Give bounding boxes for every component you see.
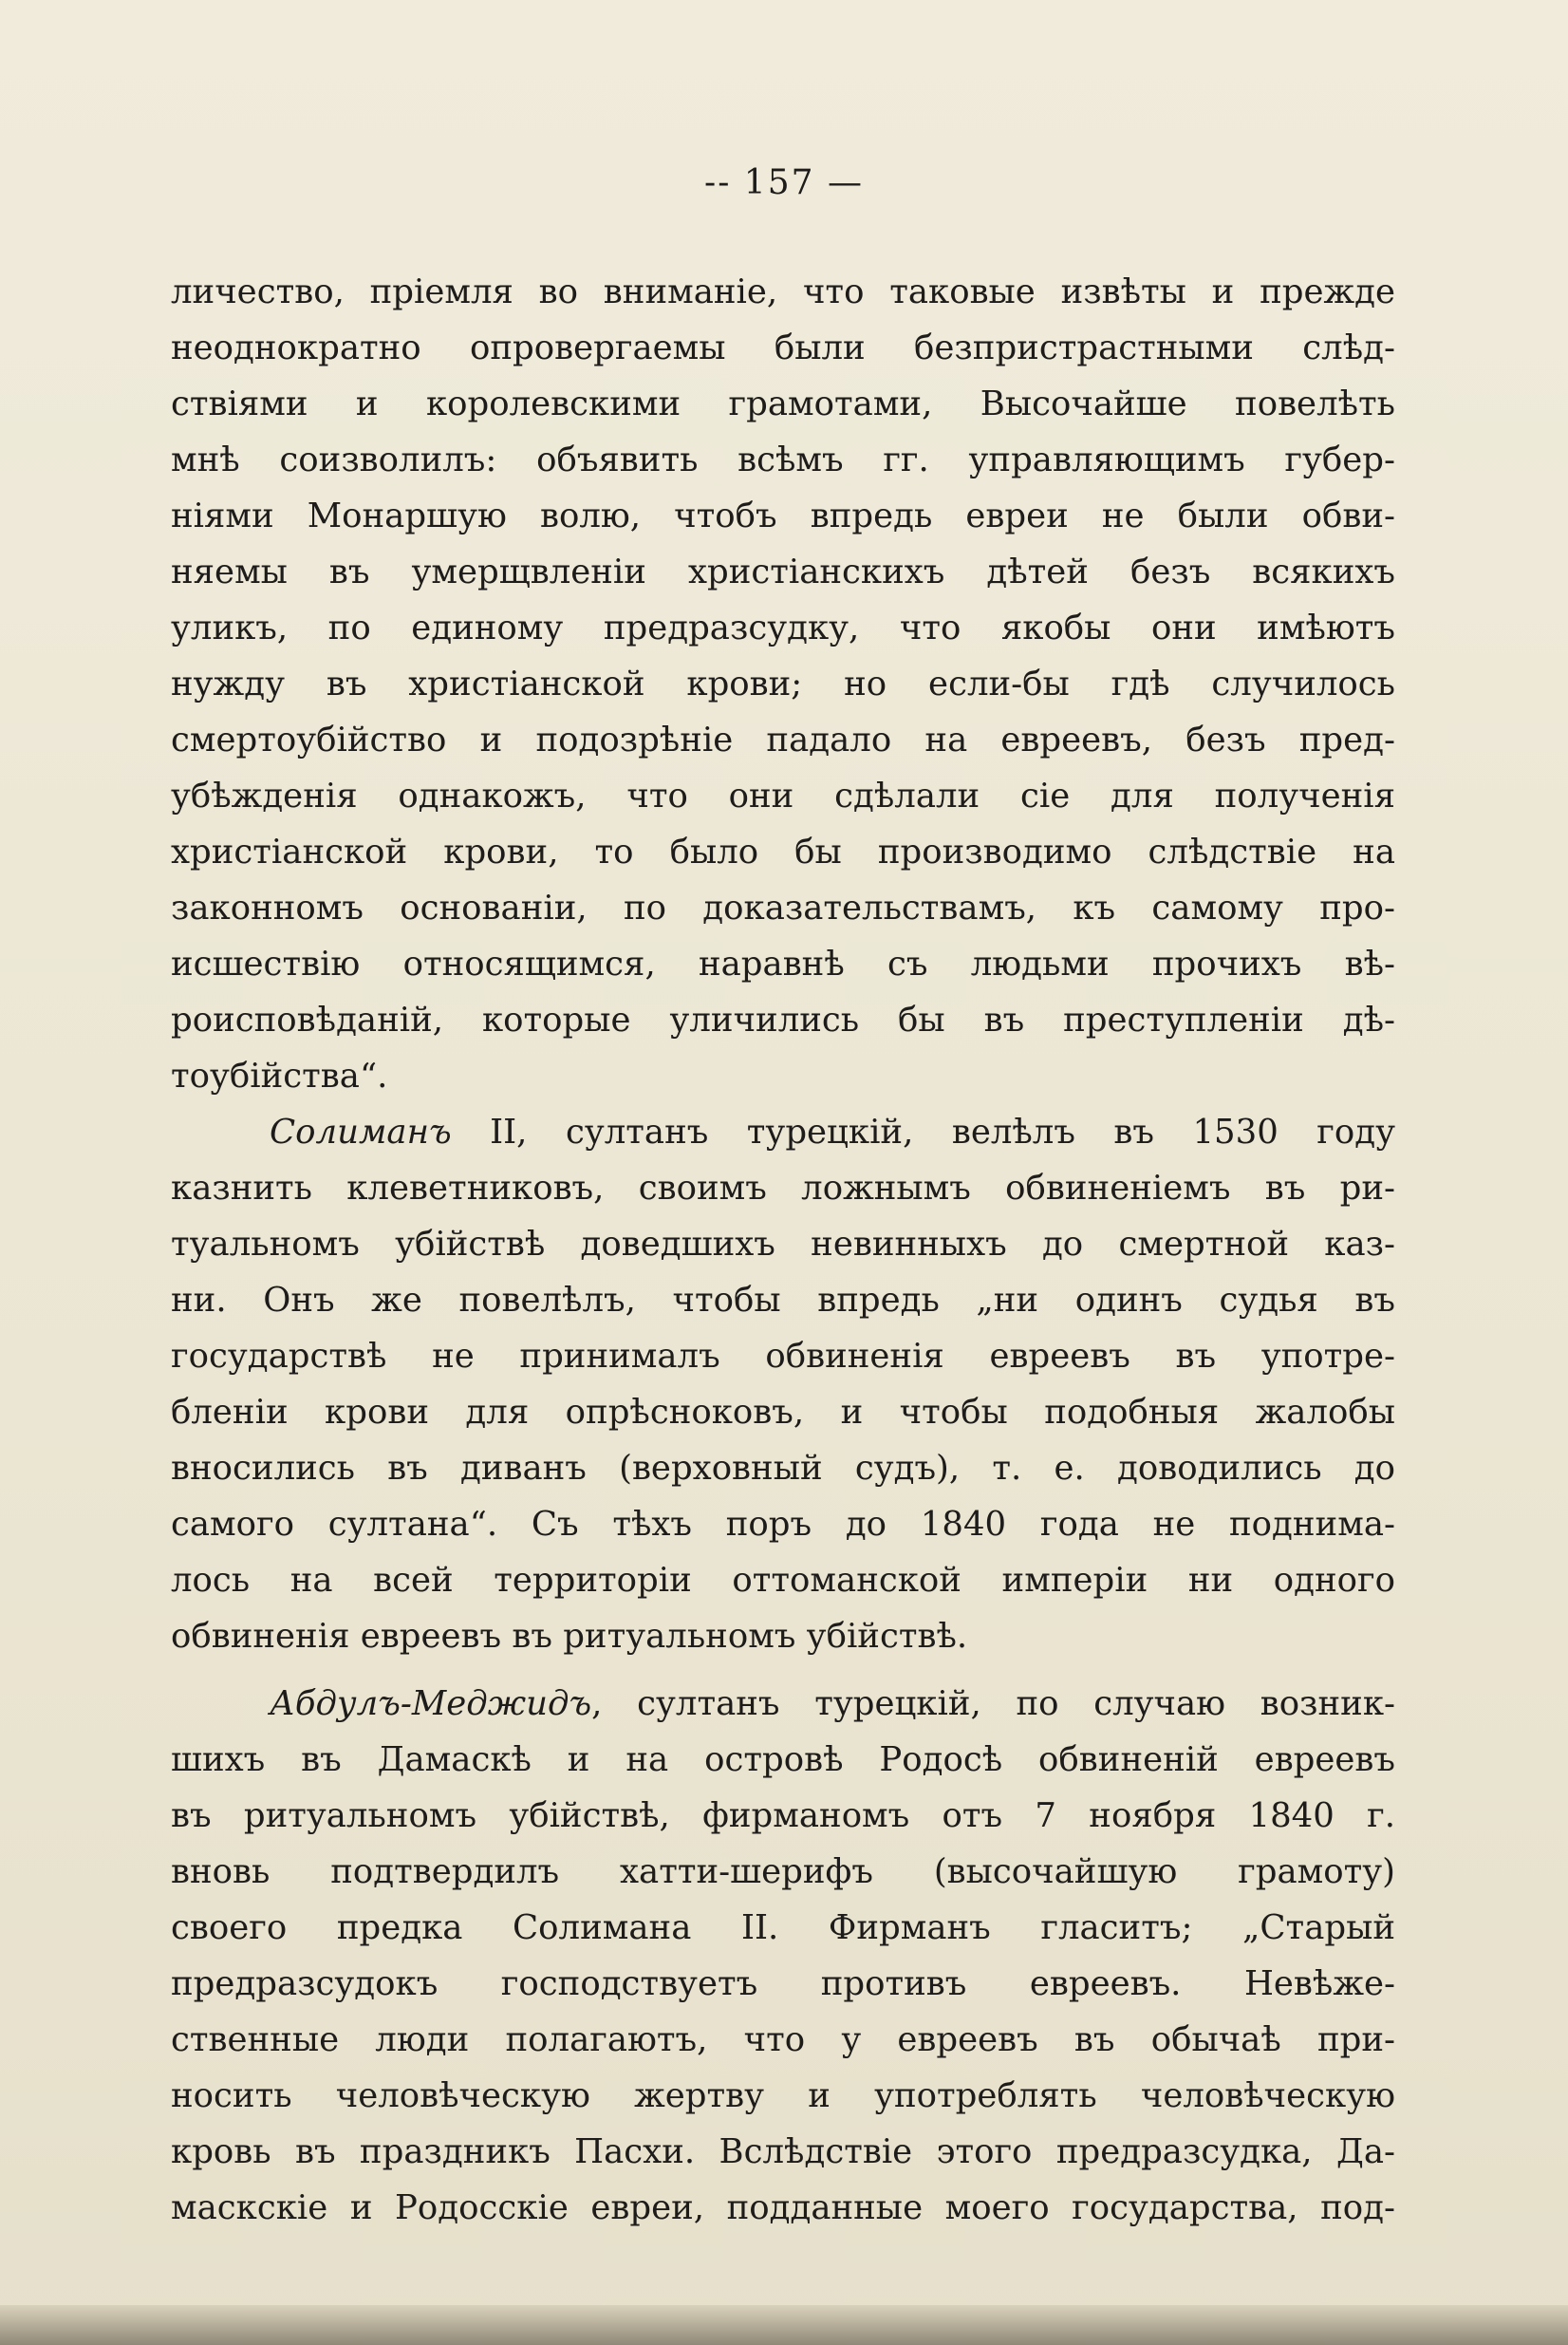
page-bottom-edge	[0, 2305, 1568, 2345]
text-line: нужду въ христіанской крови; но если-бы гдѣ случилось	[171, 665, 1395, 704]
text-line: няемы въ умерщвленіи христіанскихъ дѣтей безъ всякихъ	[171, 553, 1395, 591]
text-line: въ ритуальномъ убійствѣ, фирманомъ отъ 7 ноября 1840 г.	[171, 1796, 1395, 1835]
text-line: казнить клеветниковъ, своимъ ложнымъ обвиненіемъ въ ри-	[171, 1169, 1395, 1208]
text-line: роисповѣданій, которые уличились бы въ преступленіи дѣ-	[171, 1001, 1395, 1040]
text-line: шихъ въ Дамаскѣ и на островѣ Родосѣ обвиненій евреевъ	[171, 1740, 1395, 1779]
text-line: вновь подтвердилъ хатти-шерифъ (высочайшую грамоту)	[171, 1852, 1395, 1891]
text-run: II, султанъ турецкій, велѣлъ въ 1530 году	[451, 1113, 1395, 1152]
paragraph-1	[171, 264, 1395, 1104]
text-line: тоубійства“.	[171, 1057, 388, 1096]
italic-name: Абдулъ-Меджидъ	[270, 1684, 592, 1723]
text-line: вносились въ диванъ (верховный судъ), т. е. доводились до	[171, 1449, 1395, 1488]
text-line: мнѣ соизволилъ: объявить всѣмъ гг. управляющимъ губер-	[171, 441, 1395, 479]
text-line: носить человѣческую жертву и употреблять человѣческую	[171, 2076, 1395, 2115]
text-line: ственные люди полагаютъ, что у евреевъ въ обычаѣ при-	[171, 2020, 1395, 2059]
page-number: -- 157 —	[704, 163, 864, 202]
text-line: смертоубійство и подозрѣніе падало на евреевъ, безъ пред-	[171, 721, 1395, 760]
text-line: маскскіе и Родосскіе евреи, подданные моего государства, под-	[171, 2188, 1395, 2227]
text-line: ни. Онъ же повелѣлъ, чтобы впредь „ни одинъ судья въ	[171, 1281, 1395, 1320]
text-line: предразсудокъ господствуетъ противъ евреевъ. Невѣже-	[171, 1964, 1395, 2003]
text-line: своего предка Солимана II. Фирманъ гласитъ; „Старый	[171, 1908, 1395, 1947]
text-line: туальномъ убійствѣ доведшихъ невинныхъ до смертной каз-	[171, 1225, 1395, 1264]
body-text	[171, 264, 1395, 2236]
text-line: христіанской крови, то было бы производимо слѣдствіе на	[171, 833, 1395, 872]
text-line: кровь въ праздникъ Пасхи. Вслѣдствіе этого предразсудка, Да-	[171, 2132, 1395, 2171]
text-line: бленіи крови для опрѣсноковъ, и чтобы подобныя жалобы	[171, 1393, 1395, 1432]
text-line: государствѣ не принималъ обвиненія евреевъ въ употре-	[171, 1337, 1395, 1376]
text-line: убѣжденія однакожъ, что они сдѣлали сіе для полученія	[171, 777, 1395, 816]
text-line: уликъ, по единому предразсудку, что якобы они имѣютъ	[171, 609, 1395, 647]
text-line: личество, пріемля во вниманіе, что таковые извѣты и прежде	[171, 272, 1395, 311]
paragraph-2	[171, 1104, 1395, 1664]
text-line: обвиненія евреевъ въ ритуальномъ убійствѣ.	[171, 1617, 968, 1656]
text-line: неоднократно опровергаемы были безпристрастными слѣд-	[171, 328, 1395, 367]
text-line	[171, 1104, 1395, 1160]
text-line	[171, 1676, 1395, 1732]
text-line: ствіями и королевскими грамотами, Высочайше повелѣть	[171, 385, 1395, 423]
text-line: самого султана“. Съ тѣхъ поръ до 1840 года не поднима-	[171, 1505, 1395, 1544]
italic-name: Солиманъ	[270, 1113, 452, 1152]
text-run: , султанъ турецкій, по случаю возник-	[591, 1684, 1395, 1723]
text-line: законномъ основаніи, по доказательствамъ, къ самому про-	[171, 889, 1395, 928]
paragraph-3	[171, 1676, 1395, 2236]
text-line: лось на всей территоріи оттоманской имперіи ни одного	[171, 1561, 1395, 1600]
text-line: исшествію относящимся, наравнѣ съ людьми прочихъ вѣ-	[171, 945, 1395, 984]
text-line: ніями Монаршую волю, чтобъ впредь евреи не были обви-	[171, 497, 1395, 535]
